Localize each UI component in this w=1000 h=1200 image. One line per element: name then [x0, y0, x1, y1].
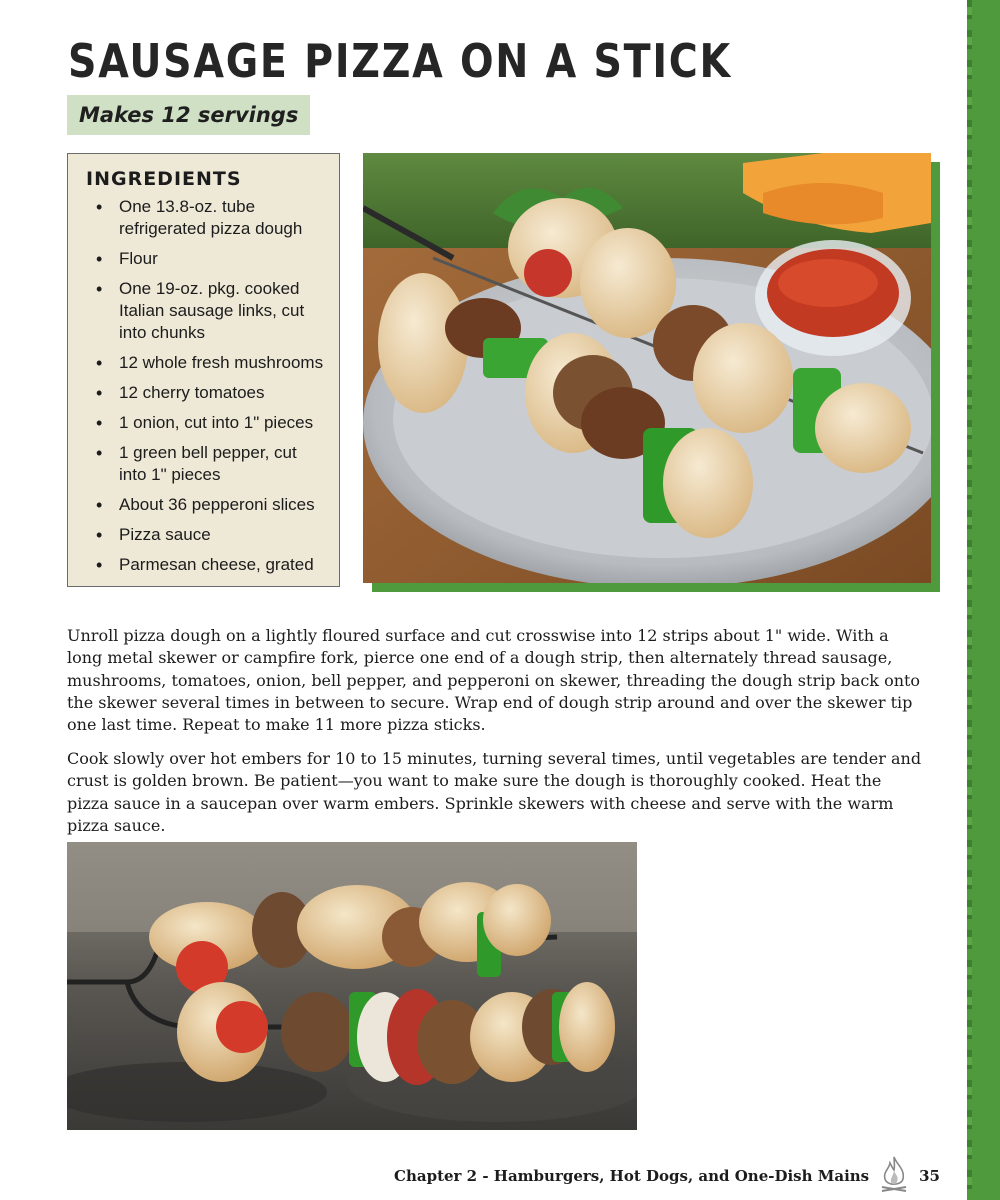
ingredient-item: • 1 onion, cut into 1" pieces	[86, 412, 327, 434]
page-footer	[394, 1155, 940, 1197]
recipe-title: SAUSAGE PIZZA ON A STICK	[68, 34, 732, 88]
ingredient-item: • Pizza sauce	[86, 524, 327, 546]
campfire-skewers-photo	[67, 842, 637, 1130]
campfire-icon	[879, 1155, 909, 1197]
ingredient-item: • 1 green bell pepper, cut into 1" pieces	[86, 442, 327, 486]
ingredient-item: • 12 cherry tomatoes	[86, 382, 327, 404]
plated-skewers-photo	[363, 153, 931, 583]
ingredient-item: • One 19-oz. pkg. cooked Italian sausage links, cut into chunks	[86, 278, 327, 344]
instructions-paragraph: Unroll pizza dough on a lightly floured surface and cut crosswise into 12 strips about 1" wide. With a long metal skewer or campfire fork, pierce one end of a dough strip, then alternately thread sausage, mushrooms, tomatoes, onion, bell pepper, and pepperoni on skewer, threading the dough strip back onto the skewer several times in between to secure. Wrap end of dough strip around and over the skewer tip one last time. Repeat to make 11 more pizza sticks.	[67, 626, 921, 735]
ingredients-box	[67, 153, 340, 587]
ingredients-list	[86, 196, 327, 576]
ingredient-item: • 12 whole fresh mushrooms	[86, 352, 327, 374]
servings-badge: Makes 12 servings	[67, 95, 310, 135]
page-number: 35	[919, 1167, 940, 1185]
instructions-paragraph: Cook slowly over hot embers for 10 to 15 minutes, turning several times, until vegetables are tender and crust is golden brown. Be patient—you want to make sure the dough is thoroughly cooked. Heat the pizza sauce in a saucepan over warm embers. Sprinkle skewers with cheese and serve with the warm pizza sauce.	[67, 749, 922, 835]
ingredient-item: • Flour	[86, 248, 327, 270]
chapter-title: Chapter 2 - Hamburgers, Hot Dogs, and One-Dish Mains	[394, 1167, 870, 1185]
ingredient-item: • Parmesan cheese, grated	[86, 554, 327, 576]
ingredient-item: • About 36 pepperoni slices	[86, 494, 327, 516]
ingredients-heading: INGREDIENTS	[86, 168, 242, 190]
ingredient-item: • One 13.8-oz. tube refrigerated pizza dough	[86, 196, 327, 240]
page-edge-bar	[967, 0, 1000, 1200]
